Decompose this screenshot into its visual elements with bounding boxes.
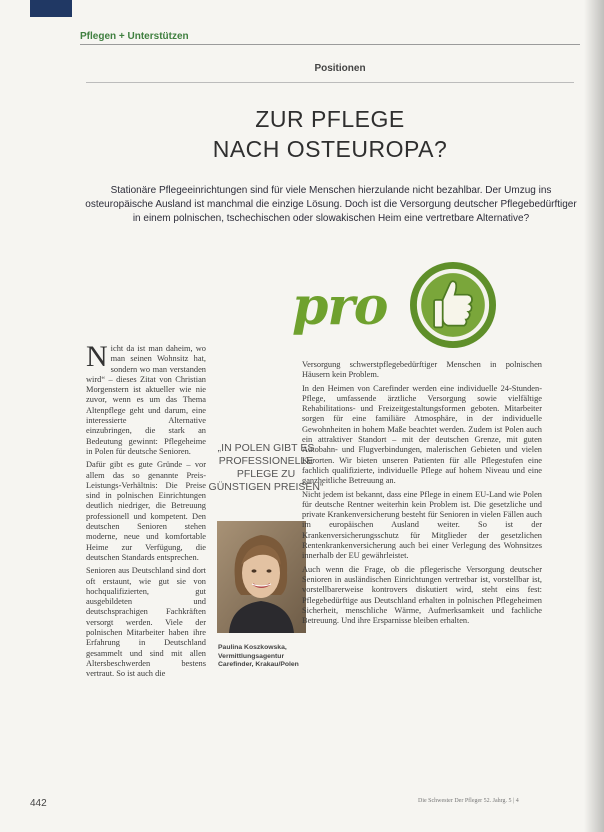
left-paragraph-2: Dafür gibt es gute Gründe – vor allem das so genannte Preis-Leistungs-Verhältnis: Die Preise sind in polnischen Einrichtungen deutlich niedriger, die Betreuung professionell und kompetent. Den deutschen Senioren stehen moderne, neue und komfortable Heime zur Verfügung, die deutschen Standards entsprechen. (86, 460, 206, 562)
left-paragraph-3: Senioren aus Deutschland sind dort oft erstaunt, wie gut sie von hochqualifizierten, gut ausgebildeten und deutschsprachigen Fachkräften versorgt werden. Viele der polnischen Mitarbeiter haben ihre Erfahrung in Deutschland gesammelt und sind mit allen Altersbeschwerden bestens vertraut. So ist auch die (86, 566, 206, 679)
caption-role: Vermittlungsagentur (218, 652, 285, 660)
section-label: Pflegen + Unterstützen (80, 31, 189, 42)
right-paragraph-4: Auch wenn die Frage, ob die pflegerische Versorgung deutscher Senioren in ausländischen Einrichtungen vertretbar ist, vorstellbar ist, vorstellbarerweise kontrovers diskutiert wird, steht eins fest: Pflegebedürftige aus Deutschland erhalten in polnischen Pflegeheimen Sicherheit, menschliche Wärme, Aufmerksamkeit und fachliche Betreuung. Und ihre Ersparnisse bleiben erhalten. (302, 564, 542, 626)
page-number: 442 (30, 798, 47, 809)
caption-name: Paulina Koszkowska, (218, 644, 287, 651)
pro-label: pro (292, 276, 388, 337)
right-paragraph-3: Nicht jedem ist bekannt, dass eine Pflege in einem EU-Land wie Polen für deutsche Rentner weiterhin kein Problem ist. Die gesetzliche und private Krankenversicherung besteht für Senioren in vielen Fällen auch im europäischen Ausland weiter. So ist der Krankenversicherungsschutz für Mitglieder der gesetzlichen Rentenkrankenversicherung auch bei einer Verlegung des Wohnsitzes innerhalb der EU gewährleistet. (302, 489, 542, 561)
right-paragraph-2: In den Heimen von Carefinder werden eine individuelle 24-Stunden-Pflege, umfassende ärztliche Versorgung sowie vielfältige Rehabilitations- und Freizeitgestaltungsformen geboten. Mitarbeiter sorgen für eine familiäre Atmosphäre, in der individuelle Gewohnheiten in hohem Maße beachtet werden. Zudem ist Polen auch ein attraktiver Standort – mit der deutschen Grenze, mit guten Autobahn- und Flugverbindungen, malerischen Gebieten und vielen Kurorten. Wir bieten unseren Patienten für alle Pflegestufen eine fachlich qualifizierte, individuelle Pflege auf hohem Niveau und eine ganzheitliche Betreuung an. (302, 383, 542, 486)
pull-quote-line-1: „IN POLEN GIBT ES (217, 442, 315, 454)
headline-line-2: NACH OSTEUROPA? (212, 136, 448, 162)
pull-quote-line-3: PFLEGE ZU (236, 468, 296, 480)
left-paragraph-1: icht da ist man daheim, wo man seinen Wohnsitz hat, sondern wo man verstanden wird“ – dieses Zitat von Christian Morgenstern ist aktueller wie nie zuvor, wenn es um das Thema Altenpflege geht und darum, eine interessierte Alternative einzubringen, die stark an Bedeutung gewinnt: Pflegeheime in Polen für deutsche Senioren. (86, 344, 206, 456)
pull-quote-line-4: GÜNSTIGEN PREISEN“ (208, 481, 324, 493)
pull-quote-line-2: PROFESSIONELLE (218, 455, 314, 467)
portrait-photo (217, 521, 306, 633)
footer-source: Die Schwester Der Pfleger 52. Jahrg. 5 | 4 (418, 798, 519, 804)
section-color-tab (30, 0, 72, 17)
right-column (302, 360, 542, 629)
category-label: Positionen (314, 63, 366, 74)
drop-cap: N (86, 340, 108, 373)
caption-org: Carefinder, Krakau/Polen (218, 661, 299, 669)
article-lead: Stationäre Pflegeeinrichtungen sind für viele Menschen hierzulande nicht bezahlbar. Der Umzug ins osteuropäische Ausland ist manchmal die einzige Lösung. Doch ist die Versorgung deutscher Pflegebedürftiger in einem polnischen, tschechischen oder slowakischen Heim eine vertretbare Alternative? (85, 185, 577, 224)
article-headline (0, 104, 604, 164)
category-rule (86, 82, 574, 83)
thumbs-up-icon (410, 262, 496, 348)
photo-caption (218, 644, 322, 670)
body-paragraph (86, 340, 206, 457)
right-paragraph-1: Versorgung schwerstpflegebedürftiger Menschen in polnischen Häusern kein Problem. (302, 360, 542, 380)
headline-line-1: ZUR PFLEGE (255, 106, 405, 132)
header-rule (80, 44, 580, 45)
left-column (86, 340, 206, 683)
